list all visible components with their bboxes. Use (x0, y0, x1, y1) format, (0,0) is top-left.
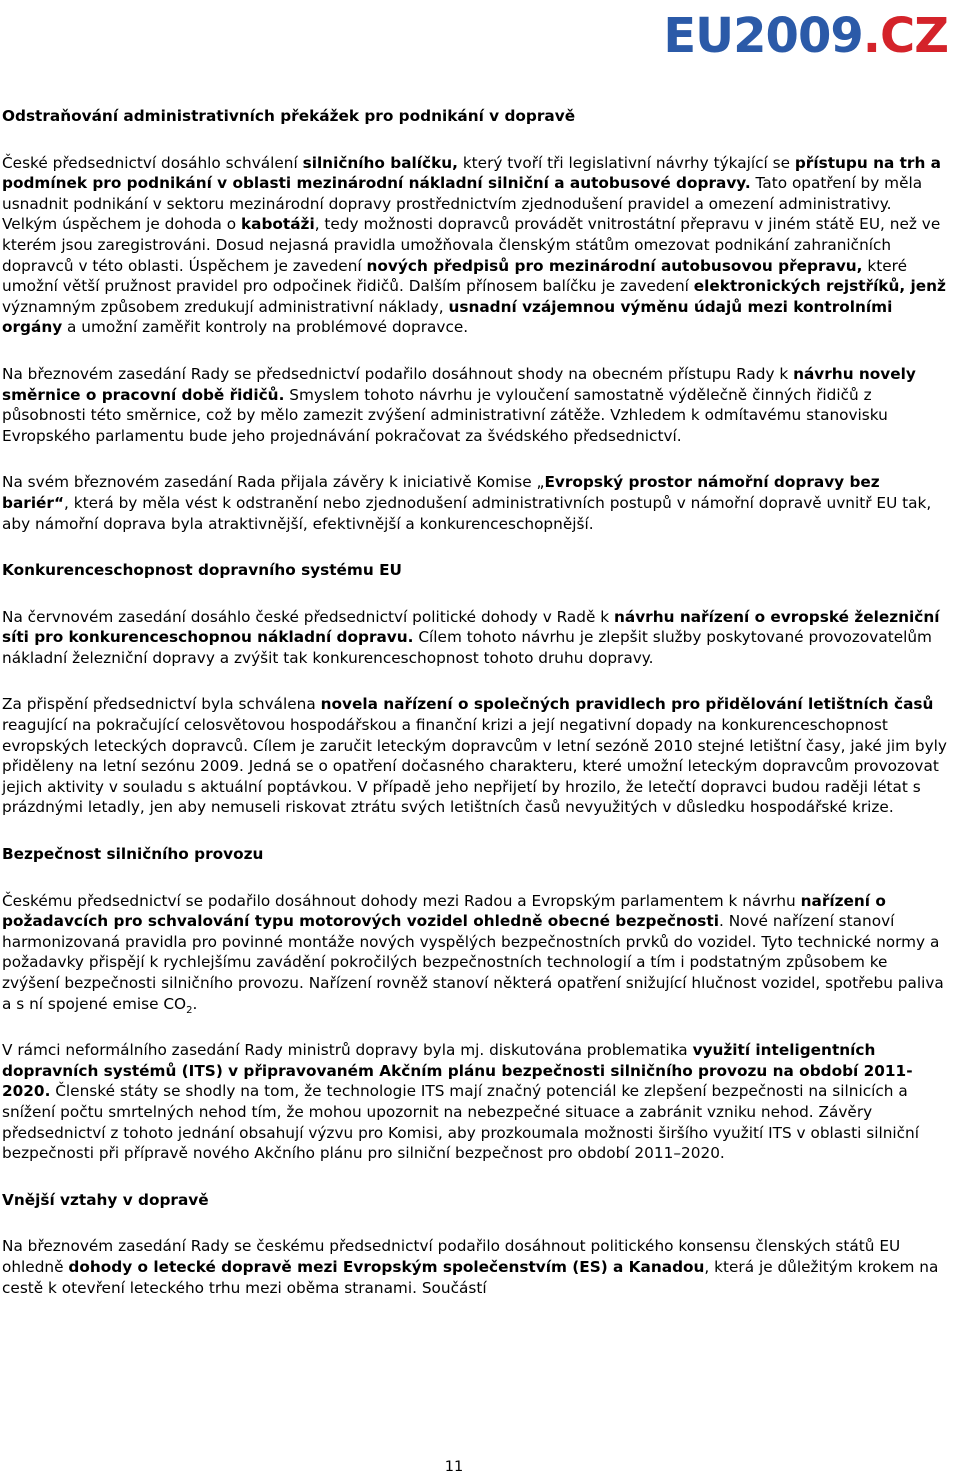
bold-text-run: kabotáži (240, 215, 315, 234)
body-paragraph (2, 1040, 947, 1164)
text-run: Českému předsednictví se podařilo dosáhnout dohody mezi Radou a Evropským parlamentem k návrhu (2, 891, 801, 910)
paragraph-gap (2, 668, 947, 694)
paragraph-gap (2, 338, 947, 364)
section-heading: Bezpečnost silničního provozu (2, 845, 264, 864)
text-run: Členské státy se shodly na tom, že technologie ITS mají značný potenciál ke zlepšení bezpečnosti na silnicích a snížení počtu smrtelných nehod tím, že mohou upozornit na nebezpečné situace a zabránit vzniku nehod. Závěry předsednictví z tohoto jednání obsahují výzvu pro Komisi, aby prozkoumala možnosti širšího využití ITS v oblasti silniční bezpečnosti při přípravě nového Akčního plánu pro silniční bezpečnost pro období 2011–2020. (2, 1082, 919, 1163)
paragraph-gap (2, 446, 947, 472)
bold-text-run: nových předpisů pro mezinárodní autobusovou přepravu, (366, 256, 863, 275)
bold-text-run: dohody o letecké dopravě mezi Evropským společenstvím (ES) a Kanadou (68, 1257, 705, 1276)
text-run: Na březnovém zasedání Rady se českému předsednictví podařilo dosáhnout politického konsensu členských států EU ohledně (2, 1237, 901, 1276)
paragraph-gap (2, 865, 947, 891)
body-paragraph (2, 891, 947, 1015)
text-run: významným způsobem zredukují administrativní náklady, (2, 297, 449, 316)
body-paragraph (2, 153, 947, 338)
text-run: , která by měla vést k odstranění nebo zjednodušení administrativních postupů v námořní dopravě uvnitř EU tak, aby námořní doprava byla atraktivnější, efektivnější a konkurenceschopnější. (2, 493, 932, 533)
page-number: 11 (444, 1459, 464, 1475)
section-heading: Konkurenceschopnost dopravního systému EU (2, 561, 402, 580)
section-gap (2, 1164, 947, 1190)
section-heading: Vnější vztahy v dopravě (2, 1190, 209, 1209)
text-run: který tvoří tři legislativní návrhy týkající se (457, 153, 795, 172)
body-paragraph (2, 1236, 947, 1298)
body-paragraph (2, 694, 947, 818)
text-run: Na červnovém zasedání dosáhlo české předsednictví politické dohody v Radě k (2, 607, 614, 626)
text-run: Tato opatření by měla usnadnit podnikání v sektoru mezinárodní dopravy prostřednictvím zjednodušení pravidel a omezení administrativy. Velkým úspěchem je dohoda o (2, 174, 923, 234)
text-run: Cílem tohoto návrhu je zlepšit služby poskytované provozovatelům nákladní železniční dopravy a zvýšit tak konkurenceschopnost tohoto druhu dopravy. (2, 628, 932, 667)
paragraph-gap (2, 581, 947, 607)
section-gap (2, 534, 947, 560)
bold-text-run: nařízení o požadavcích pro schvalování typu motorových vozidel ohledně obecné bezpečnosti (2, 891, 886, 931)
bold-text-run: využití inteligentních dopravních systémů (ITS) v připravovaném Akčním plánu bezpečnosti silničního provozu na období 2011-2020. (2, 1041, 913, 1101)
paragraph-gap (2, 1014, 947, 1040)
paragraph-gap (2, 1210, 947, 1236)
body-paragraph (2, 364, 947, 446)
body-paragraph (2, 607, 947, 669)
bold-text-run: novela nařízení o společných pravidlech pro přidělování letištních časů (320, 695, 934, 714)
document-body (2, 106, 947, 1298)
text-run: reagující na pokračující celosvětovou hospodářskou a finanční krizi a její negativní dopady na konkurenceschopnost evropských leteckých dopravců. Cílem je zaručit leteckým dopravcům v letní sezóně 2010 stejné letištní časy, jaké jim byly přiděleny na letní sezónu 2009. Jedná se o opatření dočasného charakteru, které umožní leteckým dopravcům provozovat jejich aktivity v souladu s aktuální poptávkou. V případě jeho nepřijetí by hrozilo, že letečtí dopravci budou raději létat s prázdnými letadly, jen aby nemuseli riskovat ztrátu svých letištních časů nevyužitých v důsledku hospodářské krize. (2, 716, 947, 817)
bold-text-run: návrhu nařízení o evropské železniční síti pro konkurenceschopnou nákladní dopravu. (2, 607, 940, 647)
svg-text:EU2009.CZ: EU2009.CZ (663, 8, 948, 64)
text-run: Na březnovém zasedání Rady se předsednictví podařilo dosáhnout shody na obecném přístupu Rady k (2, 364, 794, 383)
text-run: , tedy možnosti dopravců provádět vnitrostátní přepravu v jiném státě EU, než ve kterém jsou zaregistrováni. Dosud nejasná pravidla umožňovala členským státům omezovat podnikání zahraničních dopravců v této oblasti. Úspěchem je zavedení (2, 215, 941, 275)
text-run: V rámci neformálního zasedání Rady ministrů dopravy byla mj. diskutována problematika (2, 1041, 693, 1060)
eu2009-logo (663, 8, 950, 64)
bold-text-run: Evropský prostor námořní dopravy bez bariér“ (2, 473, 880, 512)
text-run: Smyslem tohoto návrhu je vyloučení samostatně výdělečně činných řidičů z působnosti této směrnice, což by mělo zamezit zvýšení administrativní zátěže. Vzhledem k odmítavému stanovisku Evropského parlamentu bude jeho projednávání pokračovat za švédského předsednictví. (2, 385, 888, 445)
section-heading: Odstraňování administrativních překážek pro podnikání v dopravě (2, 107, 576, 125)
text-run: Za přispění předsednictví byla schválena (2, 695, 321, 714)
text-run: Na svém březnovém zasedání Rada přijala závěry k iniciativě Komise „ (2, 473, 545, 492)
text-run: , která je důležitým krokem na cestě k otevření leteckého trhu mezi oběma stranami. Součástí (2, 1257, 939, 1297)
text-run: a umožní zaměřit kontroly na problémové dopravce. (62, 318, 469, 337)
bold-text-run: elektronických rejstříků, jenž (693, 277, 946, 296)
body-paragraph (2, 472, 947, 534)
paragraph-gap (2, 127, 947, 153)
bold-text-run: usnadní vzájemnou výměnu údajů mezi kontrolními orgány (2, 297, 893, 337)
text-run: které umožní větší pružnost pravidel pro odpočinek řidičů. Dalším přínosem balíčku je zavedení (2, 256, 907, 296)
text-run: 2 (186, 1004, 193, 1016)
text-run: České předsednictví dosáhlo schválení (2, 153, 303, 172)
text-run: . Nové nařízení stanoví harmonizovaná pravidla pro povinné montáže nových vyspělých bezpečnostních prvků do vozidel. Tyto technické normy a požadavky přispějí k rychlejšímu zavádění pokročilých bezpečnostních technologií a tím i podstatným způsobem ke zvýšení bezpečnosti silničního provozu. Nařízení rovněž stanoví některá opatření snižující hlučnost vozidel, spotřebu paliva a s ní spojené emise CO (2, 912, 944, 1013)
section-gap (2, 818, 947, 844)
bold-text-run: přístupu na trh a podmínek pro podnikání v oblasti mezinárodní nákladní silniční a autobusové dopravy. (2, 153, 942, 193)
bold-text-run: silničního balíčku, (302, 153, 458, 172)
text-run: . (192, 994, 198, 1013)
bold-text-run: návrhu novely směrnice o pracovní době řidičů. (2, 364, 916, 404)
